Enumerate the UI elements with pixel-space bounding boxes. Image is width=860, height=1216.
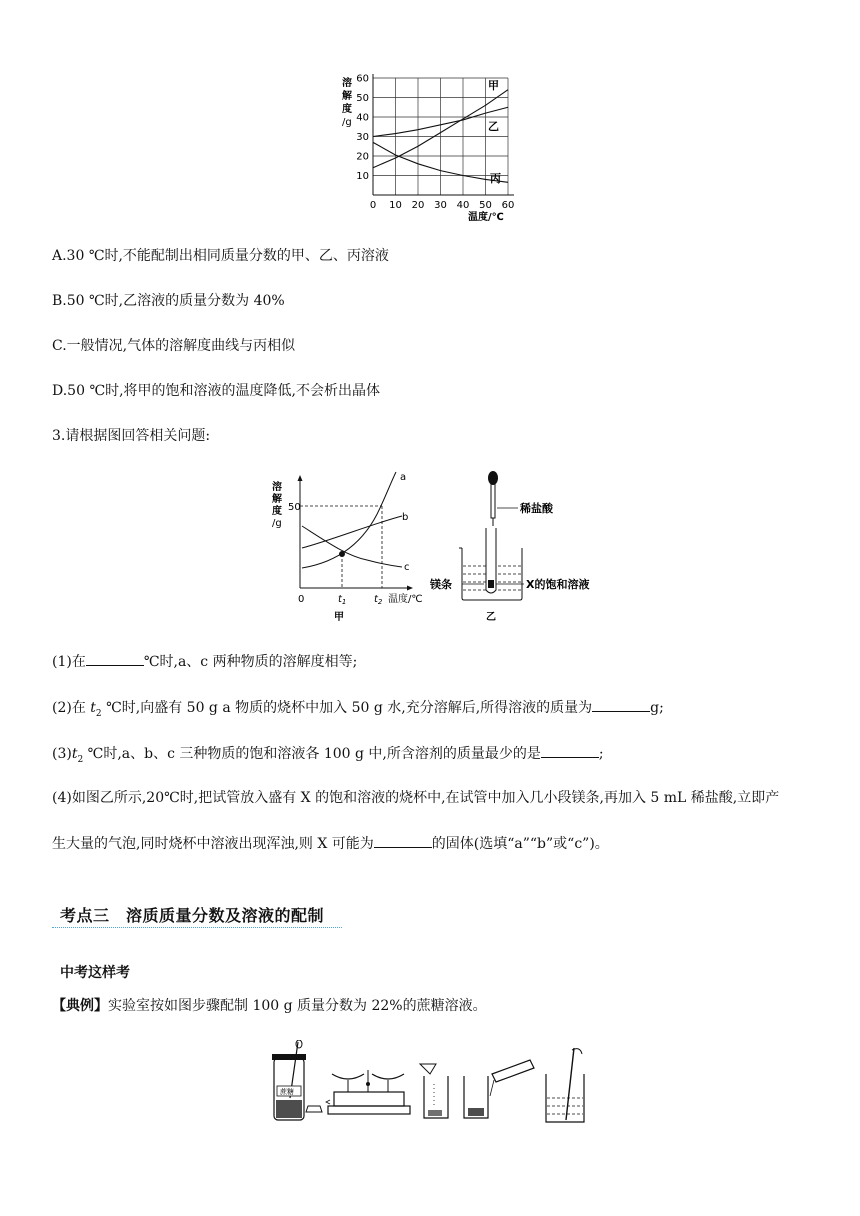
paper-funnel [420, 1064, 436, 1074]
chart-grid [373, 78, 508, 195]
right-pan [372, 1074, 404, 1079]
f2-caption-left: 甲 [334, 612, 344, 623]
option-d: D.50 ℃时,将甲的饱和溶液的温度降低,不会析出晶体 [52, 383, 381, 399]
f2-label-b: b [402, 512, 409, 523]
answer-blank-2[interactable] [592, 697, 650, 712]
sugar-in-beaker [468, 1108, 484, 1116]
y-axis-label: /g [342, 117, 352, 128]
x-tick-label: 40 [456, 200, 470, 211]
magnesium-strip [488, 580, 494, 588]
beaker-with-paper [420, 1064, 448, 1118]
f2-ylabel-1: 溶 [272, 482, 282, 493]
beaker-with-sugar [464, 1076, 488, 1118]
x-tick-label: 50 [479, 200, 492, 211]
figure-2 [262, 468, 602, 628]
q3-part-4-line-1: (4)如图乙所示,20℃时,把试管放入盛有 X 的饱和溶液的烧杯中,在试管中加入几小段镁条,再加入 5 mL 稀盐酸,立即产 [52, 790, 780, 806]
answer-blank-1[interactable] [86, 651, 144, 666]
y-tick-label: 20 [356, 151, 369, 163]
water-stream [490, 1080, 494, 1096]
example-line [52, 996, 487, 1016]
scale-body [334, 1092, 404, 1106]
cylinder [492, 1060, 534, 1082]
x-tick-label: 60 [501, 200, 515, 211]
left-pan [332, 1074, 364, 1079]
x-axis-label: 温度/℃ [468, 212, 504, 223]
sugar-jar [272, 1040, 306, 1120]
f2-curve-b [302, 516, 402, 548]
y-tick-label: 10 [356, 171, 369, 182]
curve-label-bing: 丙 [490, 172, 501, 185]
question-3-stem: 3.请根据图回答相关问题: [52, 428, 211, 444]
dropper-bulb [488, 471, 498, 485]
f2-t2: $t_2$ [374, 594, 383, 606]
option-a: A.30 ℃时,不能配制出相同质量分数的甲、乙、丙溶液 [52, 248, 389, 264]
q3-part-3: $(3)t_2$ ℃时,a、b、c 三种物质的饱和溶液各 100 g 中,所含溶剂的质量最少的是 ; [52, 743, 604, 770]
label-solution: X的饱和溶液 [526, 578, 590, 591]
q3-part-4-line-2: 生大量的气泡,同时烧杯中溶液出现浑浊,则 X 可能为 的固体(选填“a”“b”或“c”)。 [52, 833, 609, 854]
x-tick-label: 0 [369, 200, 377, 211]
f2-label-a: a [400, 472, 407, 483]
pouring-cylinder [490, 1060, 534, 1096]
x-tick-label: 10 [389, 200, 402, 211]
figure-2-left-chart [272, 472, 423, 623]
step-arrow-1 [326, 1100, 330, 1104]
f2-tick-50: 50 [288, 502, 301, 513]
q3-part-2: (2)在 $t_2$ ℃时,向盛有 50 g a 物质的烧杯中加入 50 g 水,充分溶解后,所得溶液的质量为 g; [52, 697, 664, 724]
curve-label-jia: 甲 [488, 79, 499, 92]
option-c: C.一般情况,气体的溶解度曲线与丙相似 [52, 338, 296, 354]
f2-t1: $t_1$ [338, 594, 347, 606]
dropper-tube [491, 484, 495, 518]
answer-blank-4[interactable] [374, 833, 432, 848]
scale-knob [366, 1082, 370, 1086]
f2-ylabel-2: 解 [272, 494, 282, 505]
answer-blank-3[interactable] [541, 743, 599, 758]
y-tick-label: 30 [356, 132, 369, 143]
example-text: 实验室按如图步骤配制 100 g 质量分数为 22%的蔗糖溶液。 [108, 998, 487, 1014]
jar-neck [272, 1054, 306, 1060]
example-tag: 【典例】 [52, 998, 108, 1014]
x-tick-label: 20 [411, 200, 425, 211]
jar-contents [276, 1100, 302, 1118]
y-axis-label: 解 [342, 91, 352, 102]
f2-ylabel-3: 度 [272, 506, 282, 517]
f2-origin: 0 [298, 594, 305, 605]
scale-base [328, 1106, 410, 1114]
curve-label-yi: 乙 [488, 120, 499, 133]
f2-xlabel: 温度/℃ [388, 594, 423, 605]
procedure-illustration [268, 1040, 608, 1126]
sugar-pile [428, 1110, 442, 1116]
y-tick-label: 50 [356, 93, 369, 104]
y-axis-label: 溶 [342, 78, 352, 89]
f2-ylabel-4: /g [272, 518, 282, 529]
jar-label-text: 蔗糖 [280, 1088, 294, 1096]
f2-y-arrow [298, 475, 303, 481]
y-tick-label: 60 [356, 73, 369, 85]
f2-intersection-point [339, 551, 345, 557]
balance-scale [328, 1070, 410, 1114]
beaker-with-rod [546, 1048, 584, 1122]
f2-label-c: c [404, 562, 410, 573]
label-acid: 稀盐酸 [520, 502, 553, 515]
solubility-chart-1 [336, 70, 526, 225]
chart-labels [342, 74, 514, 224]
weight-icon [306, 1106, 322, 1112]
subheading: 中考这样考 [60, 965, 130, 981]
f2-x-arrow [407, 586, 413, 591]
option-b: B.50 ℃时,乙溶液的质量分数为 40% [52, 293, 285, 309]
spoon-bowl [296, 1040, 302, 1048]
y-tick-label: 40 [356, 112, 369, 124]
label-mg: 镁条 [430, 578, 452, 591]
y-axis-label: 度 [342, 104, 352, 115]
section-heading [52, 903, 342, 928]
stirring-rod [566, 1048, 574, 1120]
f2-caption-right: 乙 [486, 612, 496, 623]
q3-part-1: (1)在 ℃时,a、c 两种物质的溶解度相等; [52, 651, 357, 672]
x-tick-label: 30 [434, 200, 447, 211]
figure-2-right-apparatus [429, 471, 589, 623]
section-title: 考点三 溶质质量分数及溶液的配制 [60, 906, 325, 925]
